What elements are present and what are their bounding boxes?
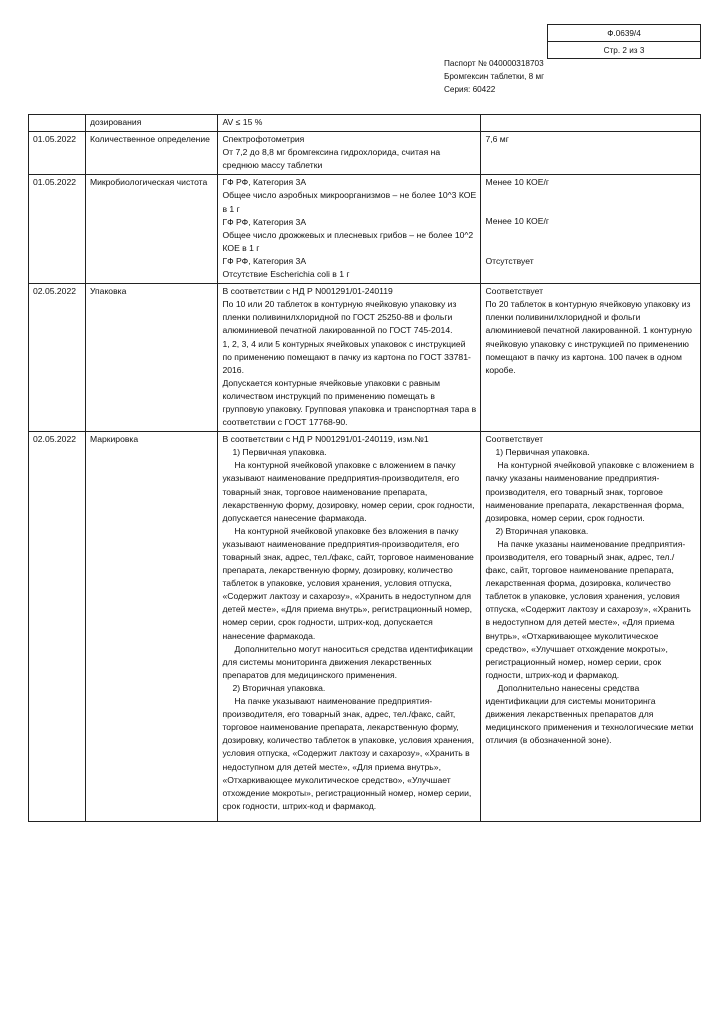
- spec-cell: [218, 284, 481, 432]
- spec-cell: [218, 432, 481, 822]
- spec-line: ГФ РФ, Категория 3А: [222, 255, 307, 266]
- table-row: [29, 284, 701, 432]
- test-name-cell: Маркировка: [85, 432, 218, 822]
- result-cell: [481, 175, 701, 284]
- spec-line: На пачке указывают наименование предприятия-производителя, его товарный знак, адрес, тел./факс, сайт, торговое наименование препарата, лекарственную форму, дозировку, количество таблеток в упаковке, условия хранения, условия отпуска, «Содержит лактозу и сахарозу», «Хранить в недоступном для детей месте», «Для приема внутрь», «Отхаркивающее муколитическое средство», «Улучшает отхождение мокроты», регистрационный номер, номер серии, срок годности, штрих-код и фармакод.: [222, 696, 474, 811]
- test-name-cell: Упаковка: [85, 284, 218, 432]
- date-cell: 01.05.2022: [29, 175, 86, 284]
- date-cell: [29, 115, 86, 132]
- spec-line: В соответствии с НД Р N001291/01-240119: [222, 286, 393, 297]
- spec-line: На контурной ячейковой упаковке с вложением в пачку указывают наименование предприятия-производителя, его товарный знак, торговое наименование препарата, лекарственную форму, дозировку, номер серии, срок годности, допускается нанесение фармакода.: [222, 460, 475, 523]
- test-results-table: [28, 114, 701, 822]
- test-name-cell: Количественное определение: [85, 132, 218, 175]
- spec-line: Допускается контурные ячейковые упаковки с равным количеством инструкций по применению помещать в групповую упаковку. Групповая упаковка и транспортная тара в соответствии с ГОСТ 17768-90.: [222, 377, 477, 428]
- table-row: [29, 432, 701, 822]
- result-line: Отсутствует: [485, 255, 534, 266]
- test-name-cell: Микробиологическая чистота: [85, 175, 218, 284]
- table-row: [29, 132, 701, 175]
- page-number: Стр. 2 из 3: [548, 42, 701, 59]
- date-cell: 01.05.2022: [29, 132, 86, 175]
- spec-line: ГФ РФ, Категория 3А: [222, 216, 307, 227]
- series-number: Серия: 60422: [444, 85, 496, 94]
- spec-line: От 7,2 до 8,8 мг бромгексина гидрохлорида, считая на среднюю массу таблетки: [222, 147, 441, 171]
- spec-line: Спектрофотометрия: [222, 134, 305, 145]
- document-header: [444, 57, 544, 96]
- spec-line: Общее число аэробных микроорганизмов – не более 10^3 КОЕ в 1 г: [222, 190, 477, 214]
- spec-cell: [218, 132, 481, 175]
- spec-cell: AV ≤ 15 %: [218, 115, 481, 132]
- spec-line: По 10 или 20 таблеток в контурную ячейковую упаковку из пленки поливинилхлоридной по ГОСТ 25250-88 и фольги алюминиевой печатной лакированной по ГОСТ 745-2014.: [222, 299, 457, 336]
- spec-line: 2) Вторичная упаковка.: [232, 682, 326, 693]
- table-row: [29, 115, 701, 132]
- result-line: Соответствует: [485, 286, 544, 297]
- result-line: По 20 таблеток в контурную ячейковую упаковку из пленки поливинилхлоридной и фольги алюминиевой печатной лакированной. 1 контурную ячейковую упаковку с инструкцией по применению помещают в пачку из картона. 100 пачек в одном коробе.: [485, 299, 693, 375]
- test-name-cell: дозирования: [85, 115, 218, 132]
- result-cell: 7,6 мг: [481, 132, 701, 175]
- date-cell: 02.05.2022: [29, 432, 86, 822]
- result-cell: [481, 432, 701, 822]
- form-code-box: [547, 24, 701, 59]
- result-line: Менее 10 КОЕ/г: [485, 216, 549, 227]
- form-code: Ф.0639/4: [548, 25, 701, 42]
- spec-line: В соответствии с НД Р N001291/01-240119, изм.№1: [222, 434, 429, 445]
- result-line: На пачке указаны наименование предприятия-производителя, его товарный знак, адрес, тел./факс, сайт, торговое наименование препарата, лекарственная форма, дозировка, количество таблеток в упаковке, условия хранения, условия отпуска, «Содержит лактозу и сахарозу», «Хранить в недоступном для детей месте», «Для приема внутрь», «Отхаркивающее муколитическое средство», «Улучшает отхождение мокроты», регистрационный номер, номер серии, срок годности, штрих-код и фармакод.: [485, 538, 691, 680]
- result-line: Дополнительно нанесены средства идентификации для системы мониторинга движения лекарственных препаратов для медицинского применения и технологические метки отличия (в обозначенной зоне).: [485, 682, 694, 746]
- result-cell: [481, 284, 701, 432]
- passport-number: Паспорт № 040000318703: [444, 59, 544, 68]
- spec-line: Дополнительно могут наноситься средства идентификации для системы мониторинга движения лекарственных препаратов для медицинского применения.: [222, 643, 473, 680]
- result-line: Соответствует: [485, 434, 544, 445]
- result-line: На контурной ячейковой упаковке с вложением в пачку указаны наименование предприятия-производителя, его товарный знак, торговое наименование препарата, лекарственная форма, дозировка, номер серии, срок годности.: [485, 460, 695, 523]
- spec-line: Общее число дрожжевых и плесневых грибов – не более 10^2 КОЕ в 1 г: [222, 229, 474, 253]
- table-row: [29, 175, 701, 284]
- spec-line: Отсутствие Escherichia coli в 1 г: [222, 269, 350, 280]
- spec-line: ГФ РФ, Категория 3А: [222, 177, 307, 188]
- result-line: 2) Вторичная упаковка.: [495, 525, 589, 536]
- spec-cell: [218, 175, 481, 284]
- spec-line: На контурной ячейковой упаковке без вложения в пачку указывают наименование предприятия-производителя, его товарный знак, адрес, тел./факс, сайт, торговое наименование препарата, лекарственную форму, дозировку, количество таблеток в упаковке, условия хранения, условия отпуска, «Содержит лактозу и сахарозу», «Хранить в недоступном для детей месте», «Для приема внутрь», регистрационный номер, номер серии, срок годности, штрих-код, допускается нанесение фармакода.: [222, 525, 474, 641]
- spec-line: 1, 2, 3, 4 или 5 контурных ячейковых упаковок с инструкцией по применению помещают в пачку из картона по ГОСТ 33781-2016.: [222, 338, 471, 375]
- result-line: 1) Первичная упаковка.: [495, 447, 590, 458]
- result-cell: [481, 115, 701, 132]
- result-line: Менее 10 КОЕ/г: [485, 177, 549, 188]
- date-cell: 02.05.2022: [29, 284, 86, 432]
- product-name: Бромгексин таблетки, 8 мг: [444, 72, 545, 81]
- spec-line: 1) Первичная упаковка.: [232, 447, 327, 458]
